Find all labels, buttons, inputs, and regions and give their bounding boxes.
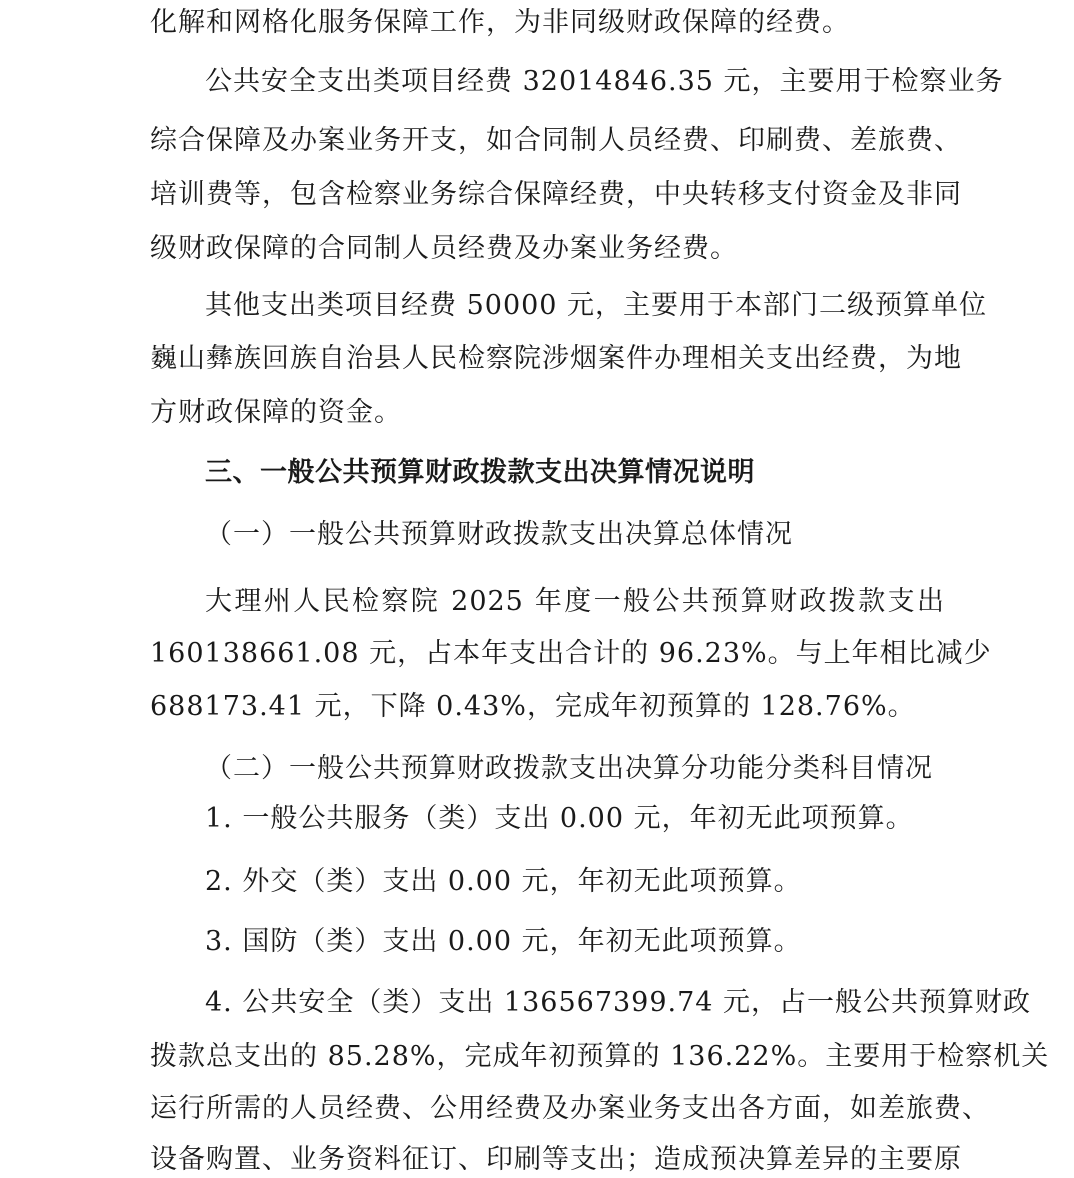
paragraph-overall-line: 大理州人民检察院 2025 年度一般公共预算财政拨款支出 bbox=[205, 586, 945, 617]
paragraph-line: 综合保障及办案业务开支，如合同制人员经费、印刷费、差旅费、 bbox=[150, 125, 962, 156]
paragraph-line: 培训费等，包含检察业务综合保障经费，中央转移支付资金及非同 bbox=[150, 179, 962, 210]
paragraph-other-expense-line: 其他支出类项目经费 50000 元，主要用于本部门二级预算单位 bbox=[205, 290, 988, 321]
paragraph-line: 设备购置、业务资料征订、印刷等支出；造成预决算差异的主要原 bbox=[150, 1144, 962, 1175]
section-heading: 三、一般公共预算财政拨款支出决算情况说明 bbox=[205, 457, 755, 488]
list-item: 1. 一般公共服务（类）支出 0.00 元，年初无此项预算。 bbox=[205, 803, 914, 834]
list-item: 2. 外交（类）支出 0.00 元，年初无此项预算。 bbox=[205, 866, 802, 897]
paragraph-public-safety-line: 公共安全支出类项目经费 32014846.35 元，主要用于检察业务 bbox=[205, 66, 1004, 97]
paragraph-line: 160138661.08 元，占本年支出合计的 96.23%。与上年相比减少 bbox=[150, 638, 992, 669]
list-item-public-safety-line: 4. 公共安全（类）支出 136567399.74 元，占一般公共预算财政 bbox=[205, 987, 1032, 1018]
paragraph-line: 化解和网格化服务保障工作，为非同级财政保障的经费。 bbox=[150, 7, 850, 38]
paragraph-line: 拨款总支出的 85.28%，完成年初预算的 136.22%。主要用于检察机关 bbox=[150, 1041, 1050, 1072]
list-item: 3. 国防（类）支出 0.00 元，年初无此项预算。 bbox=[205, 926, 802, 957]
paragraph-line: 巍山彝族回族自治县人民检察院涉烟案件办理相关支出经费，为地 bbox=[150, 343, 962, 374]
paragraph-line: 方财政保障的资金。 bbox=[150, 397, 402, 428]
subsection-heading-functional: （二）一般公共预算财政拨款支出决算分功能分类科目情况 bbox=[205, 753, 933, 784]
paragraph-line: 运行所需的人员经费、公用经费及办案业务支出各方面，如差旅费、 bbox=[150, 1093, 990, 1124]
subsection-heading-overall: （一）一般公共预算财政拨款支出决算总体情况 bbox=[205, 519, 793, 550]
paragraph-line: 688173.41 元，下降 0.43%，完成年初预算的 128.76%。 bbox=[150, 691, 916, 722]
paragraph-line: 级财政保障的合同制人员经费及办案业务经费。 bbox=[150, 233, 738, 264]
